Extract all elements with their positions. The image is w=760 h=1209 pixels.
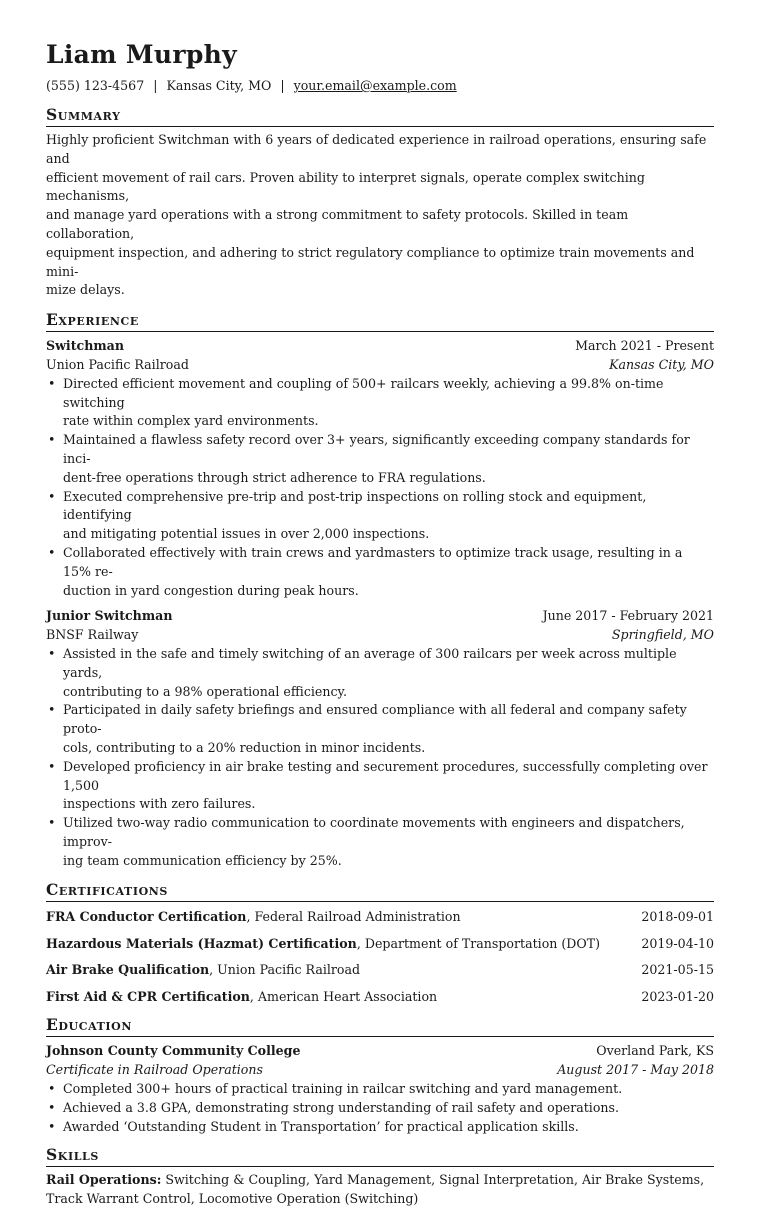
cert-date: 2021-05-15 <box>641 962 714 978</box>
school-name: Johnson County Community College <box>46 1043 301 1059</box>
section-title-education: Education <box>46 1016 714 1037</box>
job-role: Junior Switchman <box>46 608 173 624</box>
education-bullets <box>46 1080 714 1136</box>
cert-name: First Aid & CPR Certification <box>46 988 250 1004</box>
section-title-experience: Experience <box>46 311 714 332</box>
bullet-item: • Achieved a 3.8 GPA, demonstrating strong understanding of rail safety and operations. <box>46 1099 714 1118</box>
location: Kansas City, MO <box>166 78 272 93</box>
job-location: Kansas City, MO <box>609 356 714 372</box>
skills-block <box>46 1171 714 1209</box>
education-dates: August 2017 - May 2018 <box>557 1062 714 1078</box>
summary-line: equipment inspection, and adhering to strict regulatory compliance to optimize train movements and mini- <box>46 244 695 279</box>
bullet-item: • Completed 300+ hours of practical training in railcar switching and yard management. <box>46 1080 714 1099</box>
cert-date: 2018-09-01 <box>641 909 714 925</box>
bullet-item: • Participated in daily safety briefings and ensured compliance with all federal and company safety proto- cols, contributing to a 20% reduction in minor incidents. <box>46 701 714 757</box>
job-entry <box>46 607 714 870</box>
job-location: Springfield, MO <box>611 627 714 643</box>
cert-name: FRA Conductor Certification <box>46 909 247 925</box>
program-name: Certificate in Railroad Operations <box>46 1062 263 1078</box>
summary-line: mize delays. <box>46 282 125 298</box>
section-title-skills: Skills <box>46 1146 714 1167</box>
cert-issuer: , American Heart Association <box>249 988 438 1004</box>
bullet-item: • Awarded ‘Outstanding Student in Transportation’ for practical application skills. <box>46 1118 714 1137</box>
job-bullets <box>46 375 714 601</box>
cert-date: 2019-04-10 <box>641 935 714 951</box>
job-role: Switchman <box>46 338 125 354</box>
separator: | <box>280 78 285 93</box>
skills-label: Rail Operations: <box>46 1172 162 1188</box>
cert-issuer: , Union Pacific Railroad <box>209 962 361 978</box>
job-company: Union Pacific Railroad <box>46 356 189 372</box>
bullet-item: • Executed comprehensive pre-trip and post-trip inspections on rolling stock and equipment, identifying and mitigating potential issues in over 2,000 inspections. <box>46 488 714 544</box>
separator: | <box>153 78 158 93</box>
school-location: Overland Park, KS <box>596 1043 714 1059</box>
bullet-item: • Developed proficiency in air brake testing and securement procedures, successfully completing over 1,500 inspections with zero failures. <box>46 758 714 814</box>
education-entry <box>46 1042 714 1136</box>
summary-line: efficient movement of rail cars. Proven ability to interpret signals, operate complex switching mechanisms, <box>46 169 645 204</box>
candidate-name: Liam Murphy <box>46 40 237 69</box>
bullet-item: • Collaborated effectively with train crews and yardmasters to optimize track usage, resulting in a 15% re- duction in yard congestion during peak hours. <box>46 544 714 600</box>
summary-line: Highly proficient Switchman with 6 years of dedicated experience in railroad operations, ensuring safe and <box>46 132 707 166</box>
section-title-certifications: Certifications <box>46 881 714 902</box>
cert-date: 2023-01-20 <box>641 988 714 1004</box>
cert-name: Hazardous Materials (Hazmat) Certification <box>46 935 357 951</box>
summary-text <box>46 131 714 300</box>
job-bullets <box>46 645 714 871</box>
skills-line: Switching & Coupling, Yard Management, Signal Interpretation, Air Brake Systems, <box>161 1172 705 1188</box>
summary-line: and manage yard operations with a strong commitment to safety protocols. Skilled in team collaboration, <box>46 207 629 241</box>
certification-item <box>46 931 714 958</box>
bullet-item: • Utilized two-way radio communication to coordinate movements with engineers and dispatchers, improv- ing team communication efficiency by 25%. <box>46 814 714 870</box>
certification-item <box>46 957 714 984</box>
certification-item <box>46 984 714 1011</box>
job-entry <box>46 337 714 600</box>
cert-name: Air Brake Qualification <box>46 962 210 978</box>
job-dates: March 2021 - Present <box>575 338 714 354</box>
job-dates: June 2017 - February 2021 <box>542 608 714 624</box>
cert-issuer: , Federal Railroad Administration <box>246 909 461 925</box>
certification-list <box>46 904 714 1010</box>
certification-item <box>46 904 714 931</box>
contact-line <box>46 78 714 94</box>
phone: (555) 123-4567 <box>46 78 145 93</box>
resume-page <box>46 40 714 1209</box>
bullet-item: • Maintained a flawless safety record over 3+ years, significantly exceeding company standards for inci- dent-free operations through strict adherence to FRA regulations. <box>46 431 714 487</box>
email-link[interactable]: your.email@example.com <box>293 78 457 93</box>
cert-issuer: , Department of Transportation (DOT) <box>356 935 601 951</box>
section-title-summary: Summary <box>46 106 714 127</box>
job-company: BNSF Railway <box>46 627 139 643</box>
bullet-item: • Directed efficient movement and coupling of 500+ railcars weekly, achieving a 99.8% on-time switching rate within complex yard environments. <box>46 375 714 431</box>
skills-line: Track Warrant Control, Locomotive Operation (Switching) <box>46 1191 419 1207</box>
bullet-item: • Assisted in the safe and timely switching of an average of 300 railcars per week across multiple yards, contributing to a 98% operational efficiency. <box>46 645 714 701</box>
